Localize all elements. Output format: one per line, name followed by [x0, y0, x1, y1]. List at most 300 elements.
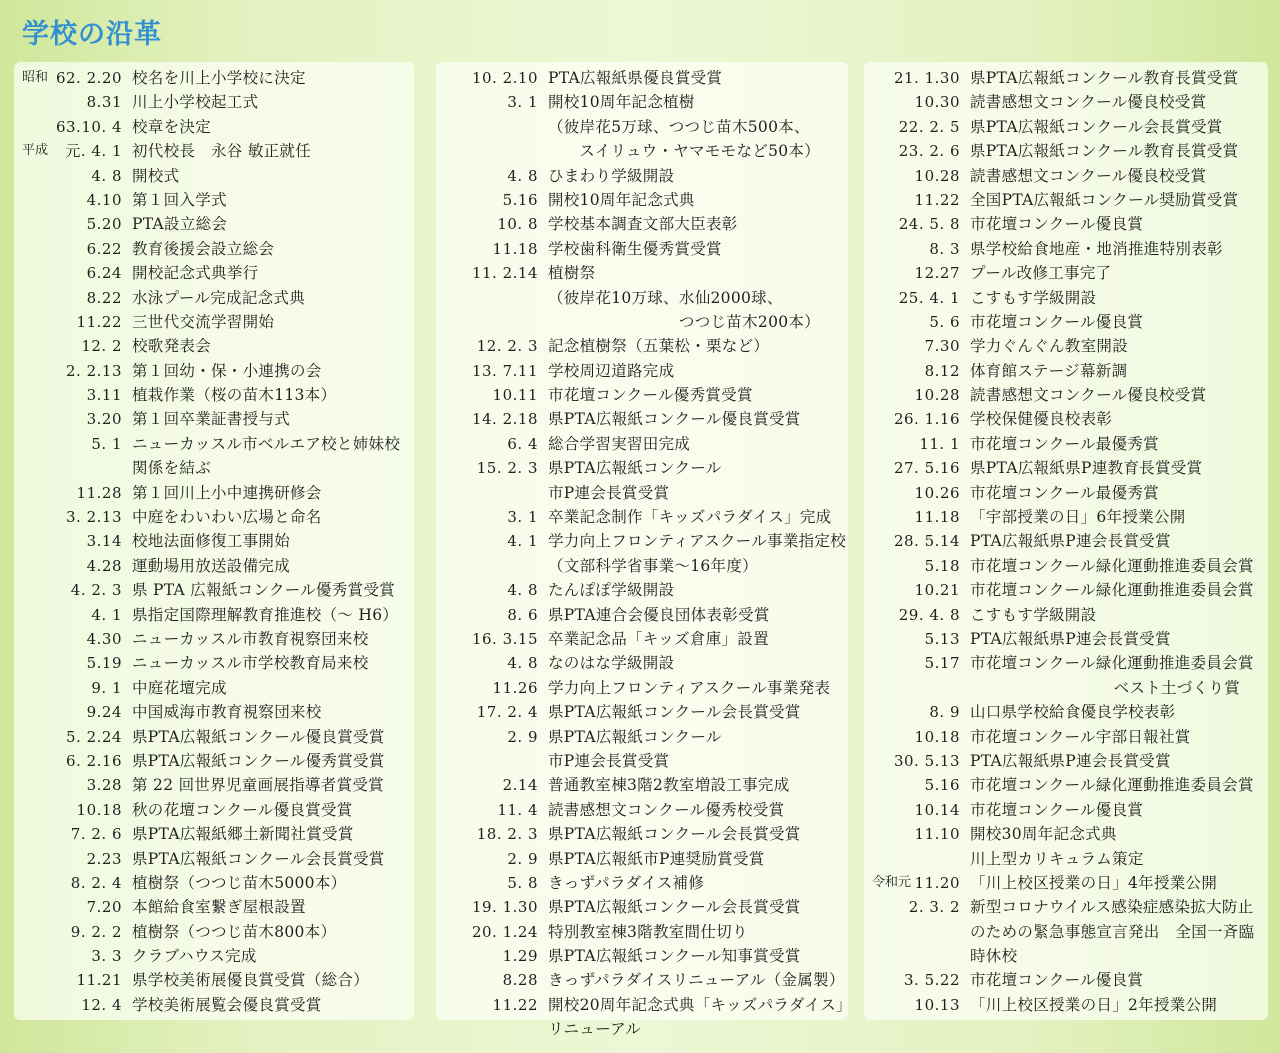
entry-text: 校地法面修復工事開始	[132, 532, 291, 551]
entry-text: 市花壇コンクール優秀賞受賞	[548, 386, 753, 405]
timeline-entry	[14, 554, 414, 578]
timeline-entry	[864, 749, 1268, 773]
timeline-entry	[14, 481, 414, 505]
timeline-entry	[14, 798, 414, 822]
entry-text: 新型コロナウイルス感染症感染拡大防止	[970, 898, 1254, 917]
entry-text: 全国PTA広報紙コンクール奨励賞受賞	[970, 190, 1239, 209]
entry-text: たんぽぽ学級開設	[548, 581, 675, 600]
timeline-entry	[436, 286, 848, 310]
timeline-entry	[864, 261, 1268, 285]
entry-date: 2.14	[502, 776, 538, 795]
entry-date: 5.19	[86, 654, 122, 673]
entry-text: 市花壇コンクール緑化運動推進委員会賞	[970, 581, 1254, 600]
timeline-entry	[14, 749, 414, 773]
timeline-entry	[14, 212, 414, 236]
entry-date: 11. 1	[919, 434, 960, 453]
timeline-entry	[436, 139, 848, 163]
entry-text: 「川上校区授業の日」2年授業公開	[970, 995, 1218, 1014]
entry-text: 県学校美術展優良賞受賞（総合）	[132, 971, 370, 990]
entry-date: 10.28	[914, 386, 960, 405]
entry-date: 20. 1.24	[471, 922, 538, 941]
entry-text: 市花壇コンクール優良賞	[970, 312, 1144, 331]
entry-date: 5. 2.24	[66, 727, 122, 746]
entry-date: 8. 9	[929, 703, 960, 722]
timeline-entry	[864, 90, 1268, 114]
entry-date: 27. 5.16	[893, 459, 960, 478]
entry-date: 10.26	[914, 483, 960, 502]
timeline-entry	[14, 261, 414, 285]
entry-date: 4. 8	[91, 166, 122, 185]
timeline-entry	[14, 822, 414, 846]
entry-date: 元. 4. 1	[65, 142, 122, 161]
timeline-entry	[436, 968, 848, 992]
entry-date: 24. 5. 8	[898, 215, 960, 234]
timeline-entry	[864, 237, 1268, 261]
entry-text: 総合学習実習田完成	[548, 434, 691, 453]
entry-date: 12. 4	[81, 995, 122, 1014]
entry-date: 17. 2. 4	[476, 703, 538, 722]
entry-text: PTA広報紙県P連会長賞受賞	[970, 629, 1171, 648]
entry-text: 読書感想文コンクール優秀校受賞	[548, 800, 785, 819]
timeline-entry	[14, 773, 414, 797]
timeline-entry	[864, 66, 1268, 90]
entry-text: 第 22 回世界児童画展指導者賞受賞	[132, 776, 384, 795]
timeline-entry	[14, 334, 414, 358]
entry-text: 植樹祭（つつじ苗木800本）	[132, 922, 337, 941]
entry-date: 3. 2.13	[66, 508, 122, 527]
timeline-entry	[436, 359, 848, 383]
timeline-entry	[436, 261, 848, 285]
timeline-entry	[14, 676, 414, 700]
entry-date: 10.14	[914, 800, 960, 819]
timeline-entry	[436, 310, 848, 334]
entry-text: 秋の花壇コンクール優良賞受賞	[132, 800, 353, 819]
entry-date: 6. 2.16	[66, 751, 122, 770]
entry-date: 7.30	[924, 337, 960, 356]
entry-date: 22. 2. 5	[898, 117, 960, 136]
timeline-entry	[864, 212, 1268, 236]
entry-date: 6.22	[86, 239, 122, 258]
timeline-entry	[14, 725, 414, 749]
timeline-entry	[864, 456, 1268, 480]
entry-date: 12. 2. 3	[476, 337, 538, 356]
entry-date: 8.22	[86, 288, 122, 307]
entry-text: 市P連会長賞受賞	[548, 751, 670, 770]
timeline-entry	[14, 188, 414, 212]
entry-text: 県PTA広報紙コンクール優良賞受賞	[548, 410, 801, 429]
entry-text: 開校記念式典挙行	[132, 264, 259, 283]
timeline-entry	[14, 432, 414, 456]
entry-text: 学校保健優良校表彰	[970, 410, 1113, 429]
entry-text: 県 PTA 広報紙コンクール優秀賞受賞	[132, 581, 396, 600]
entry-text: 市花壇コンクール宇部日報社賞	[970, 727, 1191, 746]
entry-date: 5.17	[924, 654, 960, 673]
entry-text: 特別教室棟3階教室間仕切り	[548, 922, 748, 941]
timeline-entry	[864, 895, 1268, 919]
entry-text: 山口県学校給食優良学校表彰	[970, 703, 1176, 722]
timeline-entry	[864, 115, 1268, 139]
entry-date: 4.10	[86, 190, 122, 209]
entry-date: 6.24	[86, 264, 122, 283]
timeline-entry	[864, 603, 1268, 627]
timeline-entry	[436, 773, 848, 797]
entry-date: 10.21	[914, 581, 960, 600]
timeline-entry	[14, 700, 414, 724]
entry-date: 26. 1.16	[893, 410, 960, 429]
timeline-entry	[14, 90, 414, 114]
entry-date: 5. 8	[507, 873, 538, 892]
entry-text: 第１回卒業証書授与式	[132, 410, 291, 429]
entry-date: 14. 2.18	[471, 410, 538, 429]
entry-date: 11.18	[492, 239, 538, 258]
entry-text: 市P連会長賞受賞	[548, 483, 670, 502]
timeline-entry	[14, 895, 414, 919]
timeline-entry	[864, 578, 1268, 602]
entry-text: 県PTA広報紙県P連教育長賞受賞	[970, 459, 1203, 478]
entry-date: 19. 1.30	[471, 898, 538, 917]
entry-text: 「宇部授業の日」6年授業公開	[970, 508, 1186, 527]
timeline-entry	[14, 871, 414, 895]
timeline-entry	[14, 920, 414, 944]
entry-text: のための緊急事態宣言発出 全国一斉臨	[970, 922, 1255, 941]
timeline-entry	[864, 993, 1268, 1017]
entry-text: 読書感想文コンクール優良校受賞	[970, 166, 1207, 185]
entry-date: 5. 6	[929, 312, 960, 331]
entry-text: 三世代交流学習開始	[132, 312, 275, 331]
entry-date: 10. 8	[497, 215, 538, 234]
entry-date: 4. 8	[507, 581, 538, 600]
entry-text: 県PTA広報紙市P連奨励賞受賞	[548, 849, 765, 868]
timeline-entry	[436, 554, 848, 578]
timeline-entry	[864, 310, 1268, 334]
entry-date: 11.20	[914, 873, 960, 892]
entry-date: 9. 1	[91, 678, 122, 697]
timeline-entry	[14, 651, 414, 675]
entry-date: 7. 2. 6	[70, 825, 122, 844]
entry-date: 12. 2	[81, 337, 122, 356]
entry-date: 63.10. 4	[55, 117, 122, 136]
timeline-entry	[436, 920, 848, 944]
entry-date: 8. 2. 4	[70, 873, 122, 892]
timeline-entry	[436, 895, 848, 919]
entry-text: 市花壇コンクール優良賞	[970, 215, 1144, 234]
entry-text: 体育館ステージ幕新調	[970, 361, 1128, 380]
timeline-entry	[436, 383, 848, 407]
entry-date: 18. 2. 3	[476, 825, 538, 844]
timeline-entry	[864, 968, 1268, 992]
timeline-entry	[864, 773, 1268, 797]
entry-text: 開校30周年記念式典	[970, 825, 1117, 844]
timeline-entry	[864, 164, 1268, 188]
entry-date: 9.24	[86, 703, 122, 722]
entry-text: 県PTA広報紙コンクール	[548, 459, 722, 478]
entry-date: 25. 4. 1	[898, 288, 960, 307]
timeline-entry	[14, 627, 414, 651]
entry-date: 8.31	[86, 93, 122, 112]
entry-text: 学校基本調査文部大臣表彰	[548, 215, 738, 234]
entry-date: 4.30	[86, 629, 122, 648]
entry-date: 3.20	[86, 410, 122, 429]
entry-text: なのはな学級開設	[548, 654, 675, 673]
timeline-entry	[864, 139, 1268, 163]
entry-text: 県指定国際理解教育推進校（～ H6）	[132, 605, 399, 624]
timeline-entry	[436, 90, 848, 114]
timeline-entry	[436, 578, 848, 602]
entry-date: 11.26	[492, 678, 538, 697]
timeline-entry	[864, 188, 1268, 212]
timeline-entry	[864, 944, 1268, 968]
entry-text: 記念植樹祭（五葉松・栗など）	[548, 337, 770, 356]
timeline-entry	[436, 822, 848, 846]
entry-text: プール改修工事完了	[970, 264, 1112, 283]
entry-date: 9. 2. 2	[70, 922, 122, 941]
entry-date: 11.22	[914, 190, 960, 209]
entry-text: 県PTA広報紙郷土新聞社賞受賞	[132, 825, 354, 844]
entry-text: 県PTA広報紙コンクール優秀賞受賞	[132, 751, 385, 770]
entry-date: 7.20	[86, 898, 122, 917]
entry-date: 4. 8	[507, 654, 538, 673]
timeline-entry	[436, 188, 848, 212]
entry-text: （彼岸花5万球、つつじ苗木500本、	[548, 117, 810, 136]
entry-text: PTA広報紙県P連会長賞受賞	[970, 532, 1171, 551]
timeline-entry	[436, 627, 848, 651]
timeline-entry	[436, 847, 848, 871]
timeline-entry	[14, 115, 414, 139]
timeline-entry	[436, 749, 848, 773]
timeline-entry	[864, 359, 1268, 383]
entry-text: 市花壇コンクール緑化運動推進委員会賞	[970, 654, 1254, 673]
timeline-entry	[14, 456, 414, 480]
entry-text: 第１回川上小中連携研修会	[132, 483, 322, 502]
entry-text: 読書感想文コンクール優良校受賞	[970, 386, 1207, 405]
entry-text: こすもす学級開設	[970, 605, 1097, 624]
timeline-entry	[864, 798, 1268, 822]
timeline-entry	[436, 700, 848, 724]
entry-text: 学力向上フロンティアスクール事業指定校	[548, 532, 847, 551]
entry-text: 市花壇コンクール優良賞	[970, 971, 1144, 990]
entry-date: 2. 2.13	[66, 361, 122, 380]
entry-text: 県PTA広報紙コンクール	[548, 727, 722, 746]
entry-text: ニューカッスル市学校教育局来校	[132, 654, 369, 673]
entry-date: 8.28	[502, 971, 538, 990]
entry-text: 植栽作業（桜の苗木113本）	[132, 386, 337, 405]
entry-text: 市花壇コンクール優良賞	[970, 800, 1144, 819]
entry-text: 運動場用放送設備完成	[132, 556, 291, 575]
entry-text: 読書感想文コンクール優良校受賞	[970, 93, 1207, 112]
entry-text: 教育後援会設立総会	[132, 239, 275, 258]
entry-date: 62. 2.20	[55, 69, 122, 87]
entry-date: 3. 1	[507, 93, 538, 112]
entry-text: 市花壇コンクール最優秀賞	[970, 434, 1159, 453]
entry-date: 5.18	[924, 556, 960, 575]
timeline-entry	[14, 164, 414, 188]
timeline-entry	[864, 700, 1268, 724]
timeline-entry	[436, 334, 848, 358]
entry-text: 学校美術展覧会優良賞受賞	[132, 995, 322, 1014]
entry-date: 10.11	[492, 386, 538, 405]
entry-date: 3.28	[86, 776, 122, 795]
timeline-entry	[864, 676, 1268, 700]
timeline-entry	[436, 212, 848, 236]
timeline-entry	[864, 432, 1268, 456]
entry-text: 中庭をわいわい広場と命名	[132, 508, 322, 527]
history-column-3	[864, 62, 1268, 1020]
entry-date: 21. 1.30	[893, 69, 960, 87]
timeline-entry	[14, 944, 414, 968]
timeline-entry	[436, 505, 848, 529]
entry-date: 11. 2.14	[471, 264, 538, 283]
entry-text: 校歌発表会	[132, 337, 212, 356]
entry-date: 16. 3.15	[471, 629, 538, 648]
entry-text: きっずパラダイス補修	[548, 873, 705, 892]
entry-text: （彼岸花10万球、水仙2000球、	[548, 288, 783, 307]
entry-date: 2.23	[86, 849, 122, 868]
entry-date: 3. 1	[507, 508, 538, 527]
entry-date: 11.21	[76, 971, 122, 990]
entry-text: 校名を川上小学校に決定	[132, 69, 306, 87]
entry-text: 県PTA広報紙コンクール会長賞受賞	[970, 117, 1223, 136]
timeline-entry: 令和元 11.20 「川上校区授業の日」4年授業公開	[864, 871, 1268, 895]
timeline-entry	[14, 993, 414, 1017]
timeline-entry	[864, 554, 1268, 578]
entry-date: 10.30	[914, 93, 960, 112]
entry-text: 開校式	[132, 166, 180, 185]
entry-text: こすもす学級開設	[970, 288, 1097, 307]
entry-text: ひまわり学級開設	[548, 166, 675, 185]
history-column-2	[436, 62, 852, 1039]
entry-text: ニューカッスル市ベルエア校と姉妹校	[132, 434, 401, 453]
entry-date: 10.28	[914, 166, 960, 185]
entry-text: 卒業記念品「キッズ倉庫」設置	[548, 629, 769, 648]
entry-text: 県PTA広報紙コンクール会長賞受賞	[548, 898, 801, 917]
entry-date: 8.12	[924, 361, 960, 380]
entry-date: 12.27	[914, 264, 960, 283]
entry-date: 15. 2. 3	[476, 459, 538, 478]
timeline-entry	[14, 578, 414, 602]
entry-text: 県PTA連合会優良団体表彰受賞	[548, 605, 770, 624]
entry-text: （文部科学省事業～16年度）	[548, 556, 758, 575]
entry-text: 植樹祭（つつじ苗木5000本）	[132, 873, 347, 892]
timeline-entry	[436, 115, 848, 139]
entry-text: 川上小学校起工式	[132, 93, 259, 112]
timeline-entry	[864, 505, 1268, 529]
entry-text: 学力ぐんぐん教室開設	[970, 337, 1129, 356]
timeline-entry	[864, 822, 1268, 846]
timeline-entry	[14, 310, 414, 334]
entry-text: 関係を結ぶ	[132, 459, 212, 478]
timeline-entry	[864, 529, 1268, 553]
timeline-entry	[436, 237, 848, 261]
entry-text: 学校周辺道路完成	[548, 361, 675, 380]
timeline-entry	[864, 481, 1268, 505]
entry-text: 県PTA広報紙コンクール教育長賞受賞	[970, 69, 1239, 87]
entry-text: 第１回入学式	[132, 190, 227, 209]
timeline-entry	[436, 676, 848, 700]
timeline-entry	[436, 871, 848, 895]
entry-text: PTA広報紙県優良賞受賞	[548, 69, 723, 87]
entry-text: 県PTA広報紙コンクール優良賞受賞	[132, 727, 385, 746]
timeline-entry	[436, 432, 848, 456]
timeline-entry	[864, 334, 1268, 358]
entry-date: 1.29	[502, 947, 538, 966]
timeline-entry	[864, 651, 1268, 675]
entry-text: 第１回幼・保・小連携の会	[132, 361, 322, 380]
entry-date: 11.18	[914, 508, 960, 527]
timeline-entry	[14, 383, 414, 407]
entry-text: 中庭花壇完成	[132, 678, 227, 697]
entry-text: リニューアル	[548, 1020, 642, 1039]
entry-text: 時休校	[970, 947, 1018, 966]
entry-date: 10. 2.10	[471, 69, 538, 87]
entry-text: 県PTA広報紙コンクール会長賞受賞	[132, 849, 385, 868]
entry-text: スイリュウ・ヤマモモなど50本）	[579, 142, 820, 161]
entry-date: 23. 2. 6	[898, 142, 960, 161]
entry-date: 3. 5.22	[904, 971, 960, 990]
timeline-entry	[436, 651, 848, 675]
entry-text: 校章を決定	[132, 117, 212, 136]
timeline-entry	[864, 920, 1268, 944]
entry-date: 2. 3. 2	[908, 898, 960, 917]
entry-text: 市花壇コンクール緑化運動推進委員会賞	[970, 776, 1254, 795]
entry-text: つつじ苗木200本）	[678, 312, 820, 331]
entry-text: 学力向上フロンティアスクール事業発表	[548, 678, 831, 697]
timeline-entry	[436, 1017, 848, 1041]
entry-date: 11.22	[76, 312, 122, 331]
entry-text: 「川上校区授業の日」4年授業公開	[970, 873, 1218, 892]
entry-date: 4. 1	[507, 532, 538, 551]
timeline-entry	[864, 627, 1268, 651]
entry-date: 11.28	[76, 483, 122, 502]
timeline-entry	[864, 407, 1268, 431]
entry-date: 4.28	[86, 556, 122, 575]
history-column-1	[14, 62, 414, 1020]
entry-text: 初代校長 永谷 敏正就任	[132, 142, 312, 161]
entry-date: 8. 6	[507, 605, 538, 624]
entry-text: 普通教室棟3階2教室増設工事完成	[548, 776, 790, 795]
entry-text: 県PTA広報紙コンクール会長賞受賞	[548, 703, 801, 722]
entry-date: 2. 9	[507, 849, 538, 868]
entry-text: きっずパラダイスリニューアル（金属製）	[548, 971, 845, 990]
entry-date: 6. 4	[507, 434, 538, 453]
timeline-entry	[14, 407, 414, 431]
timeline-entry	[436, 66, 848, 90]
timeline-entry	[436, 944, 848, 968]
entry-date: 5.16	[924, 776, 960, 795]
entry-date: 4. 8	[507, 166, 538, 185]
entry-text: クラブハウス完成	[132, 947, 257, 966]
timeline-entry	[864, 847, 1268, 871]
entry-text: 県PTA広報紙コンクール知事賞受賞	[548, 947, 801, 966]
entry-text: 県学校給食地産・地消推進特別表彰	[970, 239, 1223, 258]
timeline-entry	[436, 456, 848, 480]
entry-date: 2. 9	[507, 727, 538, 746]
entry-text: 川上型カリキュラム策定	[970, 849, 1144, 868]
timeline-entry	[14, 359, 414, 383]
entry-date: 3.11	[86, 386, 122, 405]
timeline-entry: 平成 元. 4. 1 初代校長 永谷 敏正就任	[14, 139, 414, 163]
entry-text: 本館給食室繋ぎ屋根設置	[132, 898, 306, 917]
timeline-entry	[14, 529, 414, 553]
entry-date: 5.16	[502, 190, 538, 209]
timeline-entry	[436, 603, 848, 627]
entry-date: 4. 1	[91, 605, 122, 624]
timeline-entry	[436, 993, 852, 1017]
entry-text: 市花壇コンクール最優秀賞	[970, 483, 1159, 502]
entry-date: 10.18	[914, 727, 960, 746]
entry-text: ベスト土づくり賞	[1113, 678, 1240, 697]
entry-text: 県PTA広報紙コンクール会長賞受賞	[548, 825, 801, 844]
entry-text: PTA広報紙県P連会長賞受賞	[970, 751, 1171, 770]
